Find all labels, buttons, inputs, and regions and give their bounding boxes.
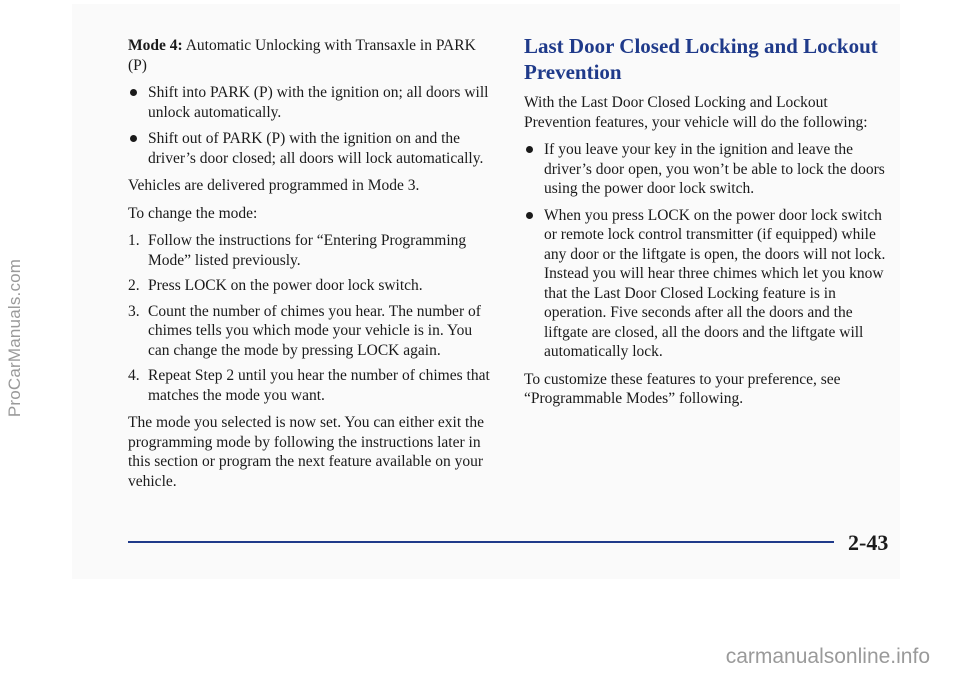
change-intro: To change the mode:: [128, 204, 258, 222]
left-column: [128, 36, 493, 499]
right-column: [524, 36, 896, 417]
side-watermark: [2, 0, 28, 675]
step-text: Repeat Step 2 until you hear the number of chimes that matches the mode you want.: [148, 367, 490, 404]
delivered-note: Vehicles are delivered programmed in Mode 3.: [128, 177, 420, 194]
mode4-lead: Mode 4:: [128, 37, 183, 54]
list-item: [128, 231, 493, 270]
footer-rule: [128, 541, 834, 543]
step-number: 1.: [128, 232, 140, 249]
steps-list: [128, 231, 493, 405]
feature-bullet-list: [524, 140, 896, 362]
page-number: 2-43: [848, 530, 889, 555]
intro-paragraph: With the Last Door Closed Locking and Lockout Prevention features, your vehicle will do the following:: [524, 94, 868, 131]
customize-paragraph: To customize these features to your preference, see “Programmable Modes” following.: [524, 370, 841, 407]
mode4-paragraph: [128, 36, 493, 75]
step-text: Count the number of chimes you hear. The number of chimes tells you which mode your vehicle is in. You can change the mode by pressing LOCK again.: [148, 302, 481, 359]
list-item: Shift into PARK (P) with the ignition on; all doors will unlock automatically.: [128, 83, 493, 122]
side-watermark-text: ProCarManuals.com: [5, 258, 24, 417]
list-item: [128, 366, 493, 405]
list-item: When you press LOCK on the power door lock switch or remote lock control transmitter (if equipped) while any door or the liftgate is open, the doors will not lock. Instead you will hear three chimes which let you know that the Last Door Closed Locking feature is in operation. Five seconds after all the doors and the liftgate are closed, all the doors and the liftgate will automatically lock.: [524, 206, 896, 362]
mode4-bullet-list: [128, 83, 493, 168]
section-heading: Last Door Closed Locking and Lockout Prevention: [524, 34, 878, 84]
bottom-watermark: carmanualsonline.info: [725, 645, 930, 668]
list-item: [128, 302, 493, 361]
list-item: If you leave your key in the ignition and leave the driver’s door open, you won’t be able to lock the doors using the power door lock switch.: [524, 140, 896, 199]
mode4-text: Automatic Unlocking with Transaxle in PARK (P): [128, 37, 476, 74]
list-item: Shift out of PARK (P) with the ignition on and the driver’s door closed; all doors will lock automatically.: [128, 129, 493, 168]
step-number: 4.: [128, 367, 140, 384]
closing-paragraph: The mode you selected is now set. You can either exit the programming mode by following the instructions later in this section or program the next feature available on your vehicle.: [128, 414, 484, 490]
list-item: [128, 276, 493, 296]
step-text: Press LOCK on the power door lock switch.: [148, 277, 423, 294]
step-number: 3.: [128, 302, 140, 320]
step-text: Follow the instructions for “Entering Programming Mode” listed previously.: [148, 232, 467, 269]
step-number: 2.: [128, 277, 140, 294]
